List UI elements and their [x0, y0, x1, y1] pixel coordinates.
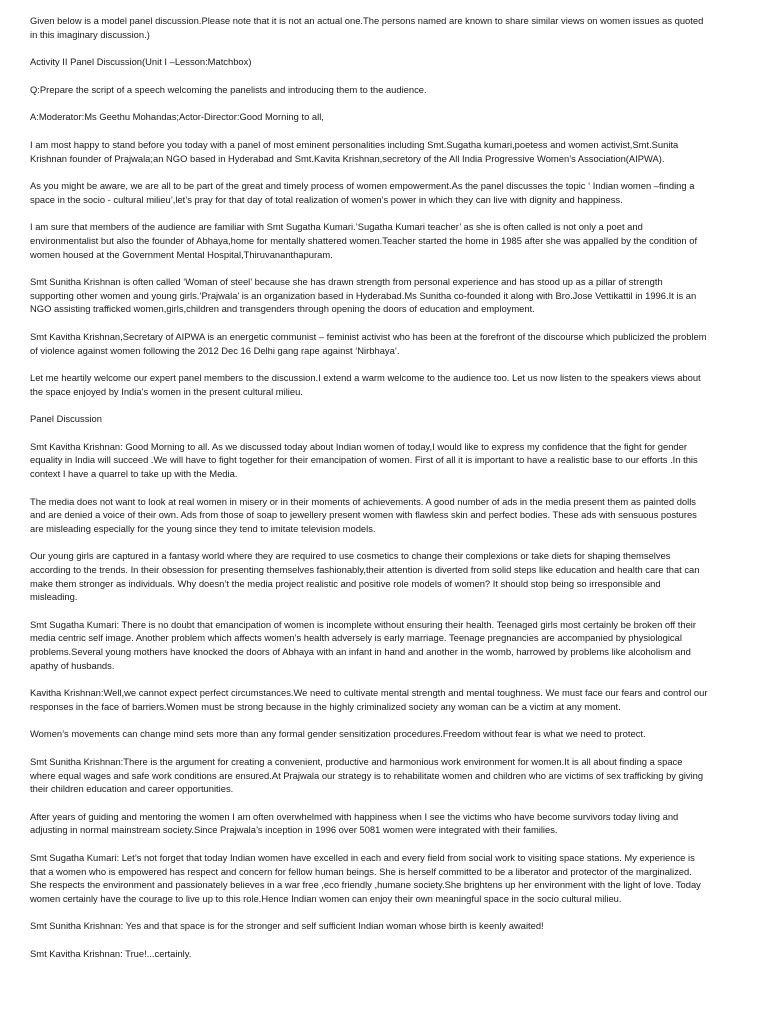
- activity-heading: Activity II Panel Discussion(Unit I –Lesson:Matchbox): [30, 56, 252, 68]
- paragraph-kavitha-1: Smt Kavitha Krishnan: Good Morning to all. As we discussed today about Indian women of today,I would like to express my confidence that the fight for gender equality in India will succeed .We will have to fight together for their emancipation of women. First of all it is important to have a realistic base to our efforts .In this context I have a quarrel to take up with the Media.: [30, 440, 698, 480]
- answer-opening: A:Moderator:Ms Geethu Mohandas;Actor-Director:Good Morning to all,: [30, 111, 324, 123]
- paragraph-mentoring: After years of guiding and mentoring the women I am often overwhelmed with happiness when I see the victims who have become survivors today living and adjusting in normal mainstream society.Since Prajwala’s inception in 1996 over 5081 women were integrated with their families.: [30, 810, 679, 836]
- paragraph-kavitha-closing: Smt Kavitha Krishnan: True!...certainly.: [30, 947, 192, 959]
- paragraph-movements: Women’s movements can change mind sets more than any formal gender sensitization procedures.Freedom without fear is what we need to protect.: [30, 728, 646, 740]
- intro-note: Given below is a model panel discussion.Please note that it is not an actual one.The persons named are known to share similar views on women issues as quoted in this imaginary discussion.): [30, 15, 704, 40]
- paragraph-sugatha-1: Smt Sugatha Kumari: There is no doubt that emancipation of women is incomplete without ensuring their health. Teenaged girls most certainly be broken off their media centric self image. Another problem which affects women’s health adversely is early marriage. Teenage pregnancies are accompanied by physiological problems.Several young mothers have knocked the doors of Abhaya with an infant in hand and another in the womb, harrowed by problems like alcoholism and apathy of husbands.: [30, 618, 696, 671]
- paragraph-sunitha-2: Smt Sunitha Krishnan: Yes and that space is for the stronger and self sufficient Indian woman whose birth is keenly awaited!: [30, 920, 544, 932]
- paragraph-media: The media does not want to look at real women in misery or in their moments of achievements. A good number of ads in the media present them as painted dolls and are denied a voice of their own. Ads from those of soap to jewellery present women with flawless skin and perfect bodies. These ads with sensuous postures are misleading especially for the young since they tend to imitate television models.: [30, 495, 697, 534]
- paragraph-empowerment: As you might be aware, we are all to be part of the great and timely process of women empowerment.As the panel discusses the topic ‘ Indian women –finding a space in the socio - cultural milieu’,let’s pray for that day of total realization of women’s power in which they can live with dignity and happiness.: [30, 180, 695, 205]
- paragraph-sugatha-intro: I am sure that members of the audience are familiar with Smt Sugatha Kumari.’Sugatha Kumari teacher’ as she is often called is not only a poet and environmentalist but also the founder of Abhaya,home for mentally shattered women.Teacher started the home in 1985 after she was appalled by the condition of women housed at the Government Mental Hospital,Thiruvananthapuram.: [30, 221, 698, 260]
- question: Q:Prepare the script of a speech welcoming the panelists and introducing them to the audience.: [30, 83, 427, 95]
- paragraph-young-girls: Our young girls are captured in a fantasy world where they are required to use cosmetics to change their complexions or take diets for shaping themselves according to the trends. In their obsession for presenting themselves fashionably,their attention is diverted from solid steps like education and health care that can make them stronger as individuals. Why doesn’t the media project realistic and positive role models of women? It should stop being so irresponsible and misleading.: [30, 550, 700, 603]
- paragraph-welcome: Let me heartily welcome our expert panel members to the discussion.I extend a warm welcome to the audience too. Let us now listen to the speakers views about the space enjoyed by India’s women in the present cultural milieu.: [30, 372, 701, 397]
- paragraph-kavitha-2: Kavitha Krishnan:Well,we cannot expect perfect circumstances.We need to cultivate mental strength and mental toughness. We must face our fears and control our responses in the face of barriers.Women must be strong because in the highly criminalized society any woman can be a victim at any moment.: [30, 687, 708, 712]
- paragraph-sugatha-2: Smt Sugatha Kumari: Let’s not forget that today Indian women have excelled in each and every field from social work to visiting space stations. My experience is that a women who is empowered has respect and concern for fellow human beings. She is herself committed to be a liberator and protector of the marginalized. She respects the environment and passionately believes in a war free ,eco friendly ,humane society.She brightens up her environment with the light of love. Today women certainly have the courage to live up to this role.Hence Indian women can enjoy their own meaningful space in the socio cultural milieu.: [30, 851, 701, 904]
- paragraph-kavitha-intro: Smt Kavitha Krishnan,Secretary of AIPWA is an energetic communist – feminist activist who has been at the forefront of the discourse which publicized the problem of violence against women following the 2012 Dec 16 Delhi gang rape against ‘Nirbhaya’.: [30, 330, 707, 356]
- paragraph-panel-intro: I am most happy to stand before you today with a panel of most eminent personalities including Smt.Sugatha kumari,poetess and women activist,Smt.Sunita Krishnan founder of Prajwala;an NGO based in Hyderabad and Smt.Kavita Krishnan,secretory of the All India Progressive Women’s Association(AIPWA).: [30, 138, 679, 164]
- paragraph-sunitha-1: Smt Sunitha Krishnan:There is the argument for creating a convenient, productive and harmonious work environment for women.It is all about finding a space where equal wages and safe work conditions are ensured.At Prajwala our strategy is to rehabilitate women and children who are victims of sex trafficking by giving their children education and career opportunities.: [30, 755, 704, 795]
- paragraph-sunitha-intro: Smt Sunitha Krishnan is often called ‘Woman of steel’ because she has drawn strength from personal experience and has stood up as a pillar of strength supporting other women and young girls.’Prajwala’ is an organization based in Hyderabad.Ms Sunitha co-founded it along with Bro.Jose Vettikattil in 1996.It is an NGO assisting trafficked women,girls,children and transgenders through opening the doors of education and employment.: [30, 276, 697, 315]
- panel-discussion-heading: Panel Discussion: [30, 413, 102, 425]
